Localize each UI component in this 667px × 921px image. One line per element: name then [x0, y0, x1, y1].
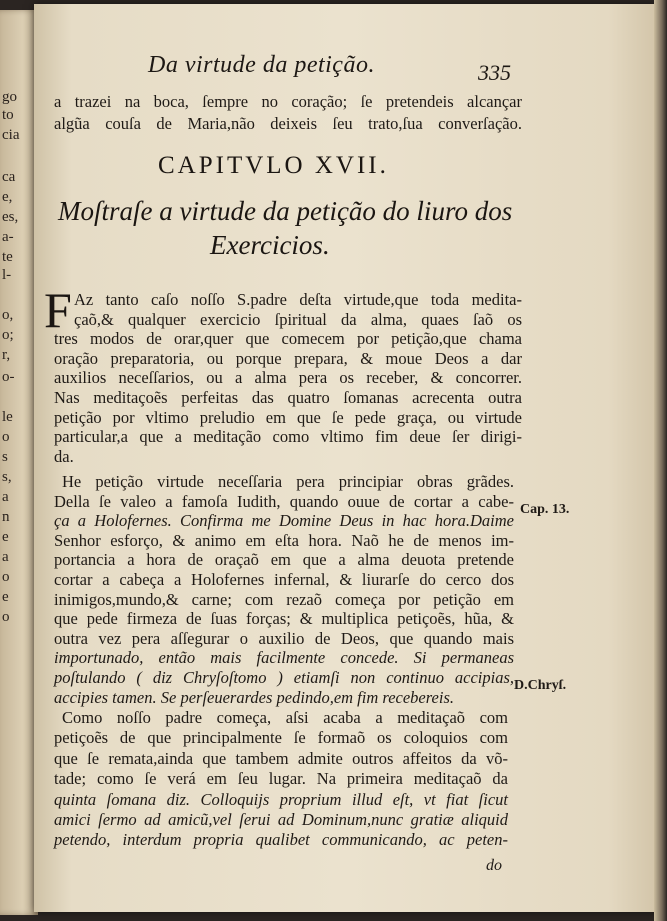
running-title: Da virtude da petição. — [148, 52, 375, 78]
left-page-fragment: a- — [2, 229, 14, 245]
paragraph-3-line: amici ſermo ad amicũ,vel ſerui ad Dominum,nunc gratiæ aliquid — [54, 810, 508, 829]
page-number: 335 — [478, 60, 511, 85]
left-page-fragment: te — [2, 249, 13, 265]
chapter-title: CAPITVLO XVII. — [158, 152, 389, 179]
left-page-fragment: a — [2, 549, 9, 565]
left-page-fragment: s, — [2, 469, 12, 485]
paragraph-2-line: Della ſe valeo a famoſa Iudith, quando ouue de cortar a cabe- — [54, 491, 514, 511]
intro-line: a trazei na boca, ſempre no coração; ſe pretendeis alcançar — [54, 92, 522, 111]
paragraph-1-line: auxilios neceſſarios, ou a alma pera os receber, & concorrer. — [54, 368, 522, 388]
drop-cap: F — [44, 282, 72, 338]
paragraph-2-line: importunado, então mais facilmente concede. Si permaneas — [54, 648, 514, 668]
paragraph-3-line: que ſe remata,ainda que tambem admite outros affeitos da võ- — [54, 748, 508, 768]
paragraph-2-line: outra vez pera aſſegurar o auxilio de Deos, que quando mais — [54, 628, 514, 648]
paragraph-1-line: petição por vltimo preludio em que ſe pede graça, ou virtude — [54, 407, 522, 427]
right-page-edge — [654, 0, 667, 921]
subheading-line-2: Exercicios. — [210, 230, 330, 260]
subheading-line-1: Moſtraſe a virtude da petição do liuro dos — [58, 196, 513, 226]
margin-note-judith: Cap. 13. — [520, 502, 570, 517]
paragraph-3-line: Como noſſo padre começa, aſsi acaba a meditaçaõ com — [62, 708, 508, 727]
paragraph-2-line: inimigos,mundo,& carne; com rezaõ começa por petição em — [54, 589, 514, 609]
paragraph-2-line: poſtulando ( diz Chryſoſtomo ) etiamſi non continuo accipias, — [54, 668, 514, 687]
left-page-fragment: e — [2, 529, 9, 545]
paragraph-2-line: accipies tamen. Se perſeuerardes pedindo,em fim recebereis. — [54, 687, 455, 707]
left-page-fragment: o, — [2, 307, 14, 323]
left-page-edge — [0, 10, 38, 915]
left-page-fragment: cia — [2, 127, 20, 143]
left-page-fragment: ca — [2, 169, 16, 185]
paragraph-3-line: tade; como ſe verá em ſeu lugar. Na primeira meditaçaõ da — [54, 769, 508, 789]
left-page-fragment: o; — [2, 327, 14, 343]
left-page-fragment: s — [2, 449, 8, 465]
paragraph-1-line: particular,a que a meditação como vltimo fim deue ſer dirigi- — [54, 427, 522, 447]
paragraph-1-line: tres modos de orar,quer que comecem por petição,que chama — [54, 329, 522, 349]
paragraph-2-line: ça a Holofernes. Confirma me Domine Deus in hac hora.Daime — [54, 511, 514, 531]
left-page-fragment: e, — [2, 189, 13, 205]
paragraph-1-line: da. — [54, 446, 74, 466]
left-page-fragment: o — [2, 569, 10, 585]
left-page-fragment: to — [2, 107, 14, 123]
paragraph-1-line: oração preparatoria, ou porque prepara, & moue Deos a dar — [54, 348, 522, 368]
left-page-fragment: n — [2, 509, 10, 525]
paragraph-1-line: Az tanto caſo noſſo S.padre deſta virtude,que toda medita- — [74, 290, 522, 309]
left-page-fragment: le — [2, 409, 13, 425]
catchword: do — [486, 857, 502, 874]
left-page-fragment: es, — [2, 209, 19, 225]
paragraph-3-line: petendo, interdum propria qualibet communicando, ac peten- — [54, 830, 508, 850]
intro-line: algũa couſa de Maria,não deixeis ſeu trato,ſua converſação. — [54, 114, 522, 133]
paragraph-2-line: He petição virtude neceſſaria pera principiar obras grãdes. — [62, 472, 514, 491]
paragraph-1-line: Nas meditaçoẽs perfeitas das quatro ſomanas acrecenta outra — [54, 388, 522, 407]
paragraph-2-line: Senhor esforço, & animo em eſta hora. Naõ he de menos im- — [54, 530, 514, 550]
left-page-fragment: r, — [2, 347, 11, 363]
margin-note-chrysostom: D.Chryſ. — [514, 678, 567, 693]
left-page-fragment: a — [2, 489, 9, 505]
left-page-fragment: go — [2, 89, 17, 105]
paragraph-3-line: quinta ſomana diz. Colloquijs proprium illud eſt, vt fiat ſicut — [54, 789, 508, 809]
paragraph-2-line: portancia a hora de oraçaõ em que a alma deuota pretende — [54, 550, 514, 570]
paragraph-2-line: que pede firmeza de ſuas forças; & multiplica petiçoẽs, hũa, & — [54, 609, 514, 629]
left-page-fragment: o — [2, 609, 10, 625]
left-page-fragment: e — [2, 589, 9, 605]
paragraph-2-line: cortar a cabeça a Holofernes infernal, & liurarſe do cerco dos — [54, 570, 514, 589]
paragraph-1-line: çaõ,& qualquer exercicio ſpiritual da alma, quaes ſaõ os — [74, 309, 522, 329]
left-page-fragment: o — [2, 429, 10, 445]
left-page-fragment: l- — [2, 267, 12, 283]
left-page-fragment: o- — [2, 369, 15, 385]
paragraph-3-line: petiçoẽs de que principalmente ſe formaõ os coloquios com — [54, 728, 508, 748]
